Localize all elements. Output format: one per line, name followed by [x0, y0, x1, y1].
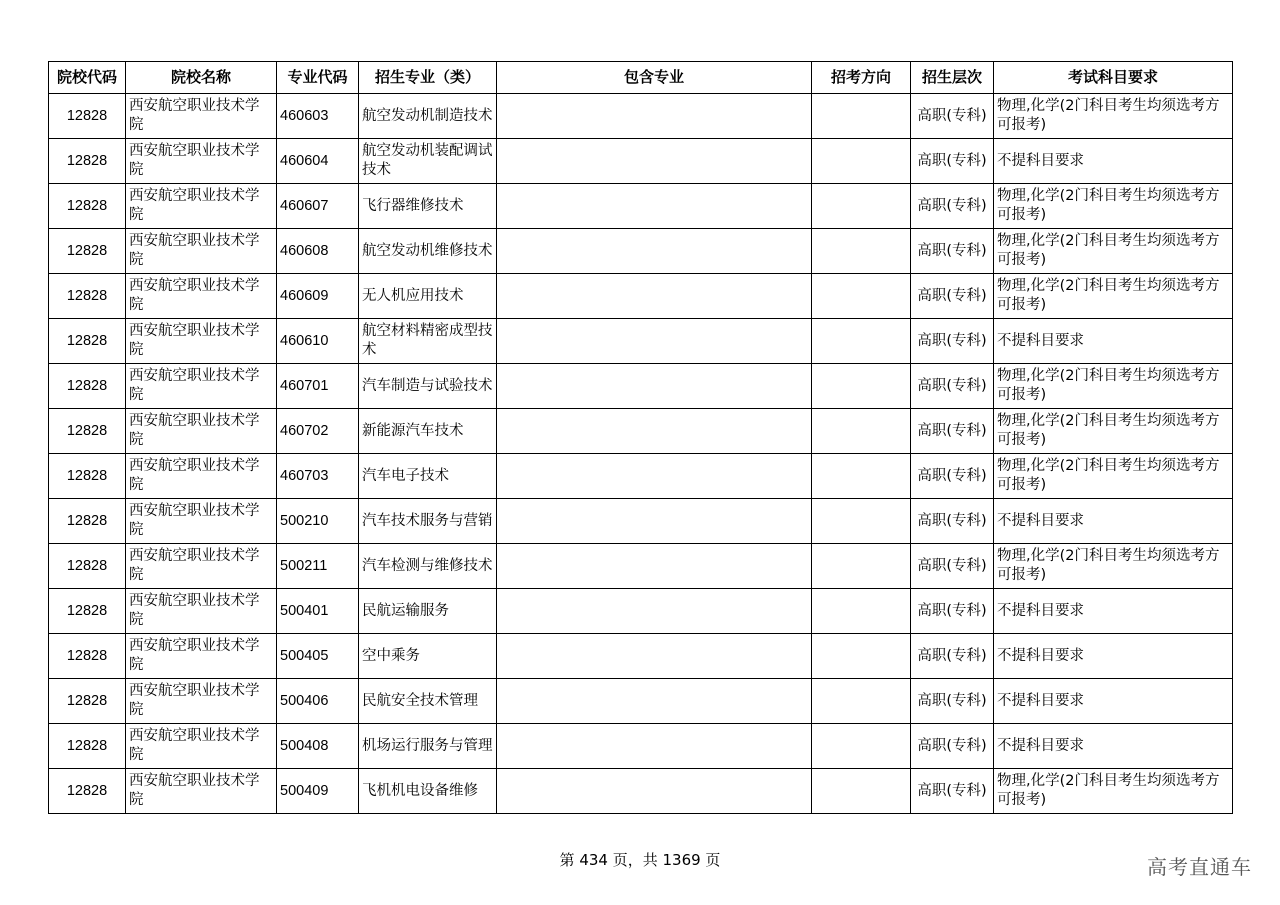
cell-major-code: 460702 — [277, 409, 359, 454]
cell-school-code: 12828 — [49, 139, 126, 184]
cell-direction — [812, 94, 911, 139]
cell-direction — [812, 769, 911, 814]
table-row — [49, 769, 1233, 814]
table-row — [49, 139, 1233, 184]
cell-level: 高职(专科) — [911, 139, 994, 184]
cell-included-majors — [497, 769, 812, 814]
cell-included-majors — [497, 409, 812, 454]
header-school-code: 院校代码 — [49, 62, 126, 94]
cell-included-majors — [497, 724, 812, 769]
cell-major: 航空发动机装配调试技术 — [359, 139, 497, 184]
cell-direction — [812, 229, 911, 274]
cell-subject-req: 物理,化学(2门科目考生均须选考方可报考) — [994, 409, 1233, 454]
cell-major: 民航安全技术管理 — [359, 679, 497, 724]
cell-school-code: 12828 — [49, 769, 126, 814]
table-row — [49, 679, 1233, 724]
cell-direction — [812, 319, 911, 364]
cell-major: 新能源汽车技术 — [359, 409, 497, 454]
cell-level: 高职(专科) — [911, 94, 994, 139]
cell-major-code: 460608 — [277, 229, 359, 274]
cell-level: 高职(专科) — [911, 589, 994, 634]
cell-major: 航空发动机制造技术 — [359, 94, 497, 139]
cell-school-code: 12828 — [49, 274, 126, 319]
table-row — [49, 634, 1233, 679]
cell-subject-req: 物理,化学(2门科目考生均须选考方可报考) — [994, 274, 1233, 319]
cell-major-code: 460607 — [277, 184, 359, 229]
table-row — [49, 499, 1233, 544]
header-subject-req: 考试科目要求 — [994, 62, 1233, 94]
cell-direction — [812, 274, 911, 319]
cell-included-majors — [497, 589, 812, 634]
cell-school-name: 西安航空职业技术学院 — [126, 769, 277, 814]
cell-school-code: 12828 — [49, 409, 126, 454]
cell-level: 高职(专科) — [911, 724, 994, 769]
cell-level: 高职(专科) — [911, 544, 994, 589]
cell-major-code: 460703 — [277, 454, 359, 499]
cell-subject-req: 不提科目要求 — [994, 499, 1233, 544]
cell-subject-req: 物理,化学(2门科目考生均须选考方可报考) — [994, 544, 1233, 589]
cell-major-code: 500211 — [277, 544, 359, 589]
cell-major-code: 460610 — [277, 319, 359, 364]
cell-level: 高职(专科) — [911, 499, 994, 544]
cell-major: 航空材料精密成型技术 — [359, 319, 497, 364]
cell-major: 汽车电子技术 — [359, 454, 497, 499]
cell-direction — [812, 364, 911, 409]
table-row — [49, 274, 1233, 319]
cell-subject-req: 不提科目要求 — [994, 139, 1233, 184]
admission-table — [48, 61, 1233, 814]
cell-direction — [812, 454, 911, 499]
cell-included-majors — [497, 139, 812, 184]
cell-school-name: 西安航空职业技术学院 — [126, 319, 277, 364]
cell-school-code: 12828 — [49, 589, 126, 634]
cell-subject-req: 物理,化学(2门科目考生均须选考方可报考) — [994, 364, 1233, 409]
cell-included-majors — [497, 94, 812, 139]
cell-school-name: 西安航空职业技术学院 — [126, 139, 277, 184]
cell-subject-req: 不提科目要求 — [994, 634, 1233, 679]
cell-school-name: 西安航空职业技术学院 — [126, 544, 277, 589]
cell-included-majors — [497, 274, 812, 319]
cell-school-name: 西安航空职业技术学院 — [126, 454, 277, 499]
watermark: 高考直通车 — [1147, 855, 1252, 879]
cell-subject-req: 物理,化学(2门科目考生均须选考方可报考) — [994, 769, 1233, 814]
cell-subject-req: 物理,化学(2门科目考生均须选考方可报考) — [994, 454, 1233, 499]
cell-direction — [812, 409, 911, 454]
cell-school-name: 西安航空职业技术学院 — [126, 229, 277, 274]
cell-level: 高职(专科) — [911, 274, 994, 319]
cell-included-majors — [497, 364, 812, 409]
cell-level: 高职(专科) — [911, 769, 994, 814]
header-row — [49, 62, 1233, 94]
table-row — [49, 184, 1233, 229]
cell-school-code: 12828 — [49, 364, 126, 409]
cell-subject-req: 物理,化学(2门科目考生均须选考方可报考) — [994, 94, 1233, 139]
cell-major: 汽车检测与维修技术 — [359, 544, 497, 589]
table-row — [49, 544, 1233, 589]
table-row — [49, 229, 1233, 274]
cell-school-name: 西安航空职业技术学院 — [126, 184, 277, 229]
cell-school-code: 12828 — [49, 94, 126, 139]
header-major: 招生专业（类） — [359, 62, 497, 94]
cell-direction — [812, 634, 911, 679]
cell-major: 飞机机电设备维修 — [359, 769, 497, 814]
cell-school-code: 12828 — [49, 319, 126, 364]
cell-included-majors — [497, 634, 812, 679]
table-row — [49, 364, 1233, 409]
header-direction: 招考方向 — [812, 62, 911, 94]
cell-school-name: 西安航空职业技术学院 — [126, 409, 277, 454]
cell-school-name: 西安航空职业技术学院 — [126, 679, 277, 724]
cell-school-name: 西安航空职业技术学院 — [126, 724, 277, 769]
table-row — [49, 319, 1233, 364]
cell-subject-req: 不提科目要求 — [994, 319, 1233, 364]
cell-school-name: 西安航空职业技术学院 — [126, 274, 277, 319]
table-row — [49, 94, 1233, 139]
cell-level: 高职(专科) — [911, 409, 994, 454]
table-row — [49, 409, 1233, 454]
cell-included-majors — [497, 319, 812, 364]
cell-included-majors — [497, 679, 812, 724]
cell-school-code: 12828 — [49, 499, 126, 544]
cell-school-code: 12828 — [49, 454, 126, 499]
cell-level: 高职(专科) — [911, 229, 994, 274]
cell-included-majors — [497, 544, 812, 589]
cell-school-code: 12828 — [49, 229, 126, 274]
cell-major: 空中乘务 — [359, 634, 497, 679]
cell-included-majors — [497, 454, 812, 499]
cell-major-code: 500405 — [277, 634, 359, 679]
cell-included-majors — [497, 229, 812, 274]
cell-major-code: 460701 — [277, 364, 359, 409]
page-number: 第 434 页，共 1369 页 — [559, 851, 721, 869]
cell-school-name: 西安航空职业技术学院 — [126, 94, 277, 139]
cell-subject-req: 不提科目要求 — [994, 589, 1233, 634]
cell-major: 民航运输服务 — [359, 589, 497, 634]
cell-school-code: 12828 — [49, 724, 126, 769]
cell-direction — [812, 499, 911, 544]
table-row — [49, 589, 1233, 634]
cell-major: 飞行器维修技术 — [359, 184, 497, 229]
cell-direction — [812, 184, 911, 229]
table-row — [49, 724, 1233, 769]
cell-included-majors — [497, 499, 812, 544]
cell-direction — [812, 679, 911, 724]
cell-major-code: 460604 — [277, 139, 359, 184]
cell-major: 汽车制造与试验技术 — [359, 364, 497, 409]
cell-level: 高职(专科) — [911, 364, 994, 409]
cell-level: 高职(专科) — [911, 679, 994, 724]
cell-school-code: 12828 — [49, 184, 126, 229]
cell-major: 机场运行服务与管理 — [359, 724, 497, 769]
cell-direction — [812, 724, 911, 769]
cell-level: 高职(专科) — [911, 634, 994, 679]
header-level: 招生层次 — [911, 62, 994, 94]
cell-subject-req: 物理,化学(2门科目考生均须选考方可报考) — [994, 184, 1233, 229]
cell-major: 航空发动机维修技术 — [359, 229, 497, 274]
cell-major-code: 500401 — [277, 589, 359, 634]
cell-major-code: 500409 — [277, 769, 359, 814]
cell-school-code: 12828 — [49, 679, 126, 724]
cell-school-name: 西安航空职业技术学院 — [126, 589, 277, 634]
header-included-majors: 包含专业 — [497, 62, 812, 94]
cell-school-code: 12828 — [49, 544, 126, 589]
table-row — [49, 454, 1233, 499]
header-school-name: 院校名称 — [126, 62, 277, 94]
cell-level: 高职(专科) — [911, 454, 994, 499]
header-major-code: 专业代码 — [277, 62, 359, 94]
cell-major-code: 500210 — [277, 499, 359, 544]
cell-direction — [812, 544, 911, 589]
cell-level: 高职(专科) — [911, 319, 994, 364]
cell-direction — [812, 589, 911, 634]
cell-major: 汽车技术服务与营销 — [359, 499, 497, 544]
cell-school-name: 西安航空职业技术学院 — [126, 634, 277, 679]
table-body — [49, 94, 1233, 814]
cell-school-code: 12828 — [49, 634, 126, 679]
cell-direction — [812, 139, 911, 184]
cell-subject-req: 物理,化学(2门科目考生均须选考方可报考) — [994, 229, 1233, 274]
cell-included-majors — [497, 184, 812, 229]
cell-level: 高职(专科) — [911, 184, 994, 229]
cell-major-code: 500406 — [277, 679, 359, 724]
cell-major: 无人机应用技术 — [359, 274, 497, 319]
cell-subject-req: 不提科目要求 — [994, 679, 1233, 724]
cell-major-code: 460603 — [277, 94, 359, 139]
cell-major-code: 500408 — [277, 724, 359, 769]
cell-subject-req: 不提科目要求 — [994, 724, 1233, 769]
cell-school-name: 西安航空职业技术学院 — [126, 499, 277, 544]
cell-major-code: 460609 — [277, 274, 359, 319]
cell-school-name: 西安航空职业技术学院 — [126, 364, 277, 409]
